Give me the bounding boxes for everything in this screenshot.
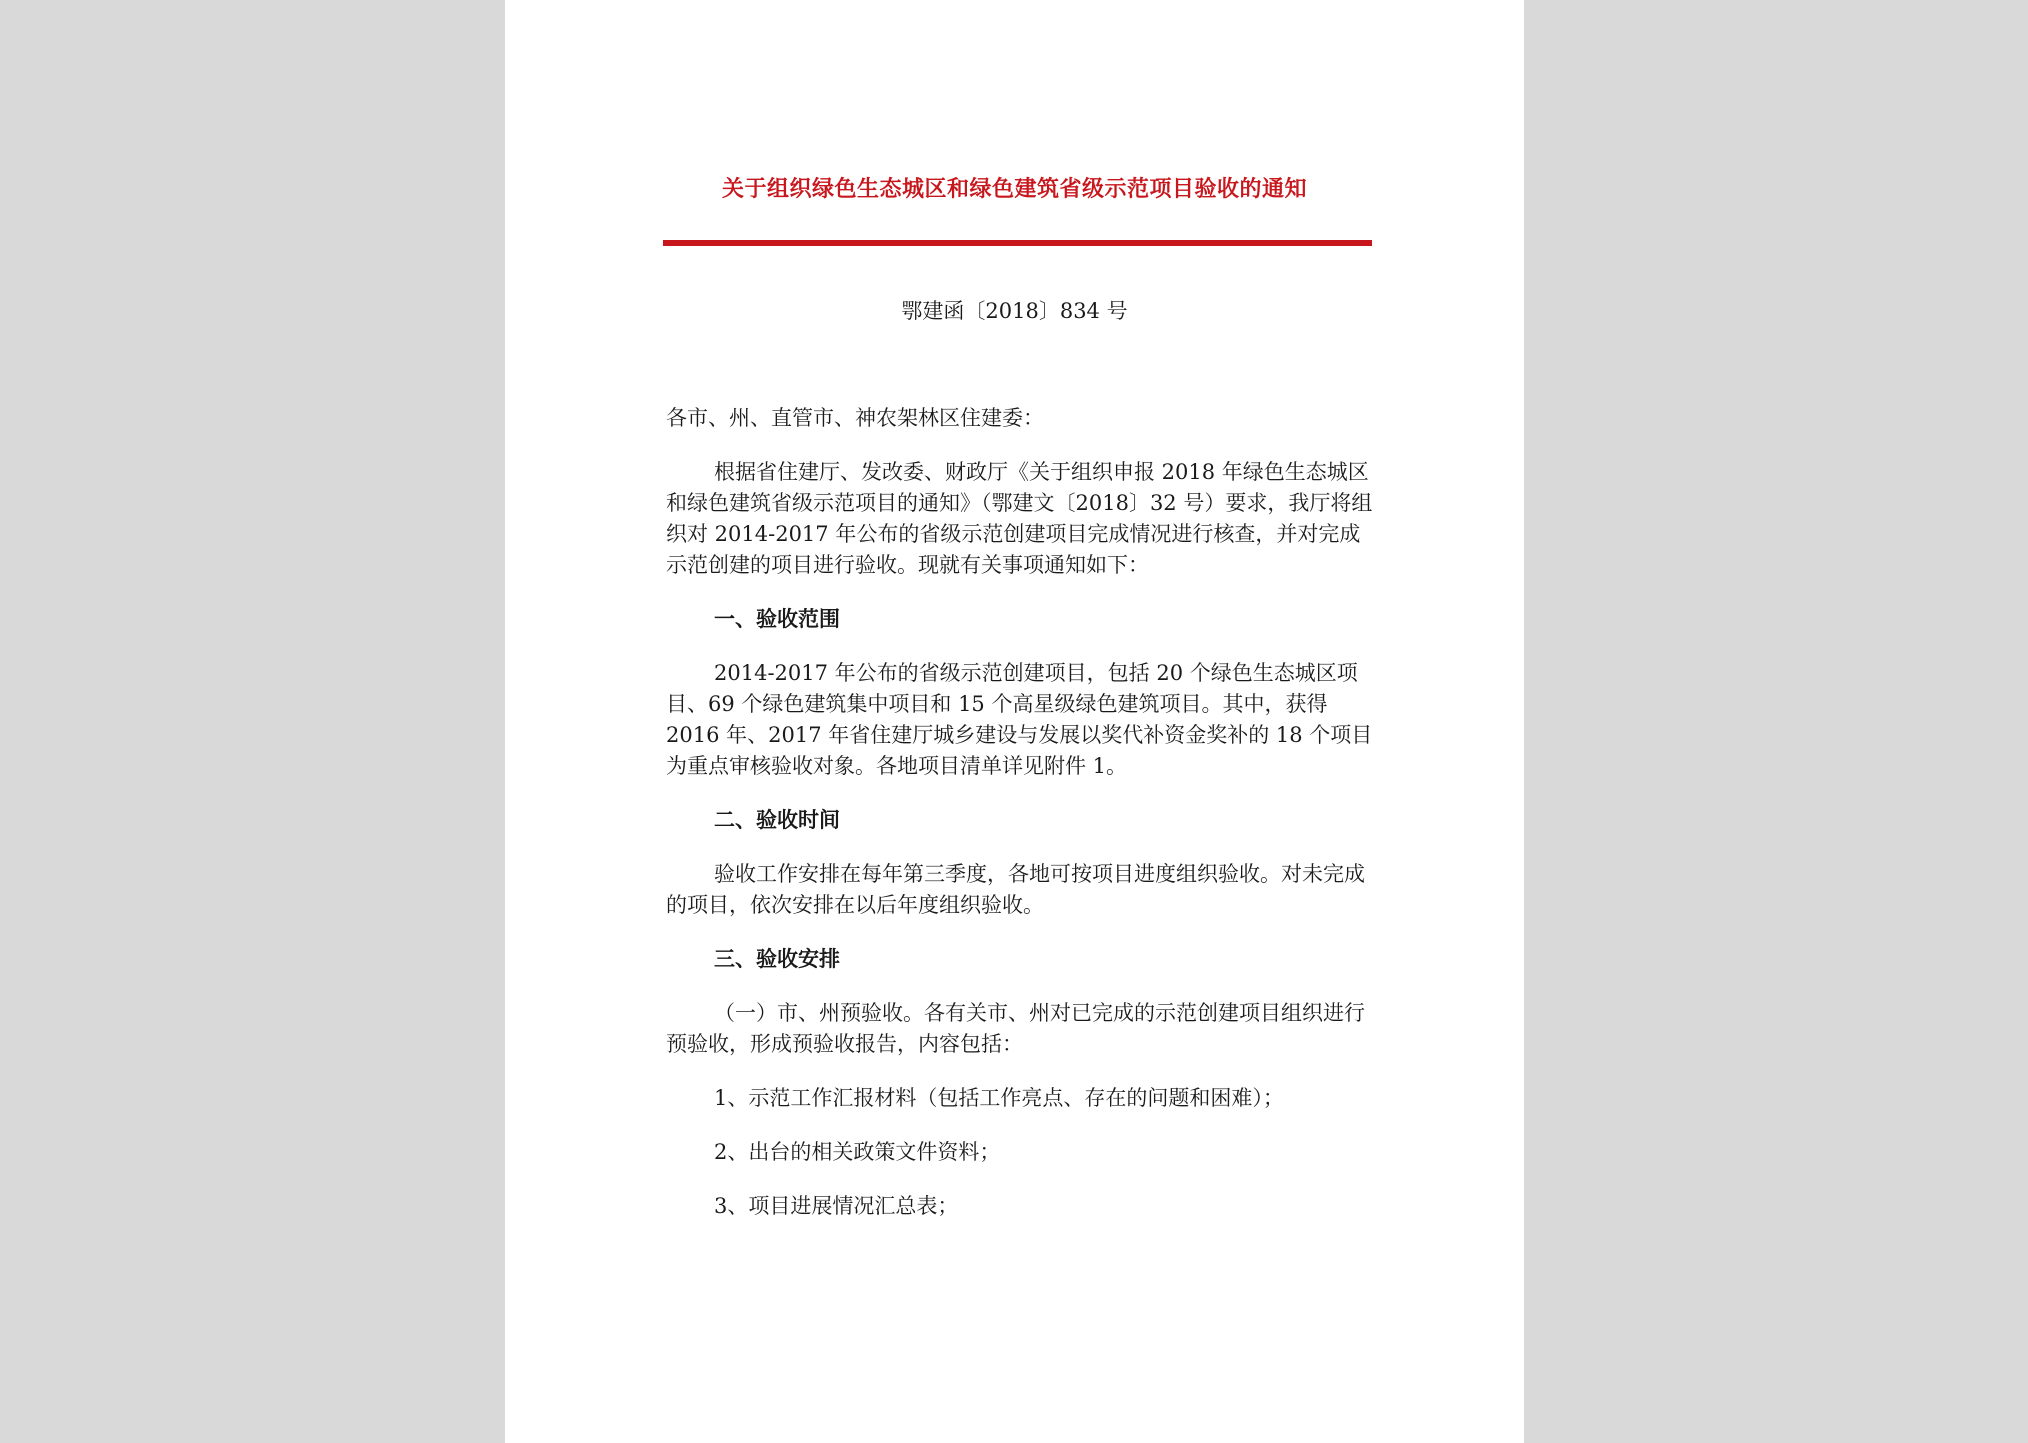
list-item: 3、项目进展情况汇总表； xyxy=(714,1194,959,1218)
section-heading: 二、验收时间 xyxy=(714,808,840,832)
section-paragraph: 2014-2017 年公布的省级示范创建项目，包括 20 个绿色生态城区项目、69 个绿色建筑集中项目和 15 个高星级绿色建筑项目。其中，获得 2016 年、2017 年省住建厅城乡建设与发展以奖代补资金奖补的 18 个项目为重点审核验收对象。各地项目清单详见附件 1。 xyxy=(666,661,1373,778)
document-page xyxy=(505,0,1524,1443)
section-heading: 一、验收范围 xyxy=(714,607,840,631)
document-body xyxy=(666,403,1378,1245)
salutation: 各市、州、直管市、神农架林区住建委： xyxy=(666,406,1044,430)
section-heading: 三、验收安排 xyxy=(714,947,840,971)
title-divider xyxy=(663,240,1372,246)
section-paragraph: 验收工作安排在每年第三季度，各地可按项目进度组织验收。对未完成的项目，依次安排在以后年度组织验收。 xyxy=(666,862,1365,917)
list-item: 1、示范工作汇报材料（包括工作亮点、存在的问题和困难）； xyxy=(714,1086,1284,1110)
document-number: 鄂建函〔2018〕834 号 xyxy=(901,299,1128,323)
list-item: 2、出台的相关政策文件资料； xyxy=(714,1140,1001,1164)
subsection-paragraph: （一）市、州预验收。各有关市、州对已完成的示范创建项目组织进行预验收，形成预验收报告，内容包括： xyxy=(666,1001,1365,1056)
intro-paragraph: 根据省住建厅、发改委、财政厅《关于组织申报 2018 年绿色生态城区和绿色建筑省级示范项目的通知》（鄂建文〔2018〕32 号）要求，我厅将组织对 2014-2017 年公布的省级示范创建项目完成情况进行核查，并对完成示范创建的项目进行验收。现就有关事项通知如下： xyxy=(666,460,1373,577)
document-title: 关于组织绿色生态城区和绿色建筑省级示范项目验收的通知 xyxy=(721,177,1307,202)
